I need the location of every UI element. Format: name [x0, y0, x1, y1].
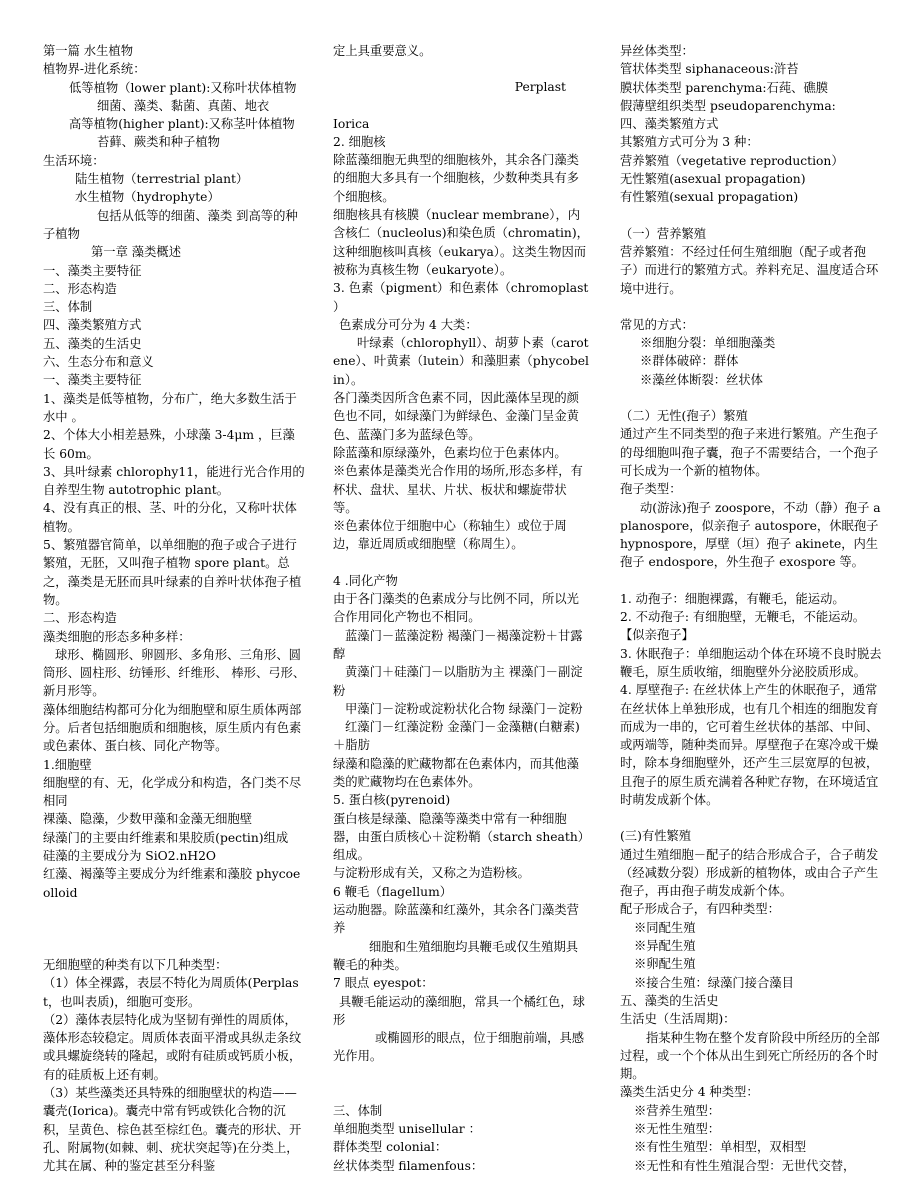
- text-line: 配子形成合子，有四种类型：: [620, 902, 780, 917]
- spacer: [620, 389, 884, 407]
- text-line: ※细胞分裂：单细胞藻类: [640, 336, 776, 351]
- text-line: 包括从低等的细菌、藻类 到高等的种子植物: [43, 208, 298, 241]
- text-line: 3. 色素（pigment）和色素体（chromoplast ）: [333, 281, 589, 314]
- text-line: 五、藻类的生活史: [43, 336, 142, 351]
- text-line: ※卵配生殖: [634, 957, 696, 972]
- text-line: 或椭圆形的眼点，位于细胞前端，具感光作用。: [333, 1031, 585, 1064]
- text-line: （一）营养繁殖: [620, 226, 707, 241]
- text-line: ※同配生殖: [634, 920, 696, 935]
- text-line: 1、藻类是低等植物，分布广，绝大多数生活于水中 。: [43, 391, 297, 424]
- text-line: 2. 不动孢子: 有细胞壁，无鞭毛，不能运动。: [620, 610, 866, 625]
- spacer: [620, 809, 884, 827]
- text-line: 蛋白核是绿藻、隐藻等藻类中常有一种细胞器，由蛋白质核心＋淀粉鞘（starch sheath）组成。: [333, 811, 584, 863]
- text-line: ※藻丝体断裂：丝状体: [640, 372, 763, 387]
- spacer: [333, 1066, 590, 1102]
- text-line: 低等植物（lower plant):又称叶状体植物: [69, 80, 297, 95]
- text-line: 孢子类型：: [620, 482, 682, 497]
- text-line: 营养繁殖（vegetative reproduction）: [620, 153, 844, 168]
- text-line: 与淀粉形成有关，又称之为造粉核。: [333, 866, 530, 881]
- text-line: 丝状体类型 filamenfous：: [333, 1158, 484, 1173]
- text-line: 硅藻的主要成分为 SiO2.nH2O: [43, 849, 217, 864]
- text-line: 1.细胞壁: [43, 757, 92, 772]
- text-line: 一、藻类主要特征: [43, 373, 142, 388]
- text-line: 藻体细胞结构都可分化为细胞壁和原生质体两部分。后者包括细胞质和细胞核，原生质内有色素或色素体、蛋白核、同化产物等。: [43, 702, 302, 754]
- text-line: （二）无性(孢子）繁殖: [620, 409, 748, 424]
- text-column-left: [43, 42, 306, 1176]
- text-line: ※无性和有性生殖混合型：无世代交替，: [634, 1158, 856, 1173]
- text-line: 假薄壁组织类型 pseudoparenchyma:: [620, 98, 836, 113]
- spacer: [333, 97, 590, 115]
- text-line: 甲藻门－淀粉或淀粉状化合物 绿藻门－淀粉: [345, 701, 583, 716]
- text-line: 营养繁殖：不经过任何生殖细胞（配子或者孢子）而进行的繁殖方式。养料充足、温度适合环境中进行。: [620, 244, 879, 296]
- text-line: 定上具重要意义。: [333, 44, 432, 58]
- spacer: [333, 554, 590, 572]
- text-line: 二、形态构造: [43, 281, 117, 296]
- text-line: 5. 蛋白核(pyrenoid): [333, 793, 451, 808]
- text-line: 第一章 藻类概述: [91, 245, 181, 260]
- text-column-middle: [333, 42, 590, 1175]
- text-line: 生活史（生活周期)：: [620, 1012, 736, 1027]
- text-line: 3. 休眠孢子：单细胞运动个体在环境不良时脱去鞭毛，原生质收缩，细胞壁外分泌胶质形成。: [620, 646, 882, 679]
- text-line: 通过生殖细胞－配子的结合形成合子，合子萌发（经减数分裂）形成新的植物体，或由合子产生孢子，再由孢子萌发成新个体。: [620, 847, 879, 899]
- text-line: 常见的方式：: [620, 317, 694, 332]
- text-line: 色素成分可分为 4 大类：: [339, 317, 478, 332]
- text-line: 植物界-进化系统：: [43, 62, 146, 77]
- text-line: ※有性生殖型：单相型，双相型: [634, 1140, 807, 1155]
- text-line: 四、藻类繁殖方式: [620, 117, 719, 132]
- spacer: [333, 60, 590, 78]
- spacer: [43, 902, 306, 956]
- text-line: 一、藻类主要特征: [43, 263, 142, 278]
- text-line: ※色素体位于细胞中心（称轴生）或位于周边，靠近周质或细胞壁（称周生）。: [333, 519, 567, 552]
- text-line: 水生植物（hydrophyte）: [75, 190, 220, 205]
- text-line: 黄藻门＋硅藻门－以脂肪为主 裸藻门－副淀粉: [333, 665, 583, 698]
- text-line: ※异配生殖: [634, 939, 696, 954]
- text-line: 无性繁殖(asexual propagation): [620, 172, 806, 187]
- spacer: [620, 207, 884, 225]
- text-line: 除蓝藻和原绿藻外，色素均位于色素体内。: [333, 445, 567, 460]
- text-line: 具鞭毛能运动的藻细胞，常具一个橘红色，球形: [333, 994, 585, 1027]
- text-line: 球形、椭圆形、卵圆形、多角形、三角形、圆筒形、圆柱形、纺锤形、纤维形、 棒形、弓形、新月形等。: [43, 647, 306, 699]
- text-line: 通过产生不同类型的孢子来进行繁殖。产生孢子的母细胞叫孢子囊，孢子不需要结合，一个孢子可长成为一个新的植物体。: [620, 427, 879, 478]
- text-line: 陆生植物（terrestrial plant）: [75, 172, 249, 187]
- text-line: 无细胞壁的种类有以下几种类型：: [43, 957, 228, 972]
- text-line: 单细胞类型 unisellular ：: [333, 1122, 481, 1137]
- text-line: ※群体破碎：群体: [640, 354, 739, 369]
- text-line: 1. 动孢子：细胞裸露，有鞭毛，能运动。: [620, 591, 845, 606]
- text-line: 高等植物(higher plant):又称茎叶体植物: [69, 117, 295, 132]
- text-line: 二、形态构造: [43, 611, 117, 626]
- spacer: [620, 572, 884, 590]
- text-line: 四、藻类繁殖方式: [43, 318, 142, 333]
- text-line: 细胞和生殖细胞均具鞭毛或仅生殖期具鞭毛的种类。: [333, 939, 579, 972]
- text-line: 管状体类型 siphanaceous:浒苔: [620, 62, 799, 77]
- text-line: (三)有性繁殖: [620, 829, 692, 844]
- text-line: 4 .同化产物: [333, 573, 398, 588]
- text-line: 膜状体类型 parenchyma:石莼、礁膜: [620, 80, 829, 95]
- text-line: 三、体制: [333, 1103, 383, 1118]
- text-line: 群体类型 colonial：: [333, 1140, 448, 1155]
- text-line: 由于各门藻类的色素成分与比例不同，所以光合作用同化产物也不相同。: [333, 592, 579, 625]
- text-line: 第一篇 水生植物: [43, 44, 133, 58]
- text-line: 异丝体类型：: [620, 44, 694, 58]
- text-line: 【似亲孢子】: [620, 628, 694, 643]
- text-line: Perplast: [514, 80, 566, 95]
- text-line: 蓝藻门－蓝藻淀粉 褐藻门－褐藻淀粉＋甘露醇: [333, 628, 583, 661]
- text-line: ※色素体是藻类光合作用的场所,形态多样，有杯状、盘状、星状、片状、板状和螺旋带状等。: [333, 464, 583, 515]
- text-line: 三、体制: [43, 300, 93, 315]
- text-line: 裸藻、隐藻，少数甲藻和金藻无细胞壁: [43, 812, 253, 827]
- text-line: 5、繁殖器官简单，以单细胞的孢子或合子进行繁殖，无胚，又叫孢子植物 spore plant。总之，藻类是无胚而具叶绿素的自养叶状体孢子植物。: [43, 538, 302, 607]
- text-line: 动(游泳)孢子 zoospore，不动（静）孢子 aplanospore，似亲孢子 autospore，休眠孢子 hypnospore，厚壁（垣）孢子 akinete，内生孢子 endospore，外生孢子 exospore 等。: [620, 500, 881, 570]
- text-line: 生活环境：: [43, 153, 105, 168]
- text-line: 3、具叶绿素 chlorophy11，能进行光合作用的自养型生物 autotrophic plant。: [43, 464, 305, 498]
- text-line: （3）某些藻类还具特殊的细胞壁状的构造——囊壳(Iorica)。囊壳中常有钙或铁化合物的沉积，呈黄色、棕色甚至棕红色。囊壳的形状、开孔、附属物(如棘、刺、疣状突起等)在分类上，尤其在属、种的鉴定甚至分科鉴: [43, 1086, 302, 1174]
- spacer: [620, 298, 884, 316]
- text-line: Iorica: [333, 116, 370, 131]
- text-line: 6 鞭毛（flagellum）: [333, 884, 453, 899]
- text-line: 细胞壁的有、无，化学成分和构造，各门类不尽相同: [43, 775, 302, 809]
- text-line: 7 眼点 eyespot：: [333, 976, 434, 991]
- text-line: 红藻门－红藻淀粉 金藻门－金藻糖(白糖素)＋脂肪: [333, 720, 580, 753]
- text-line: ※接合生殖：绿藻门接合藻目: [634, 975, 794, 990]
- text-line: 苔藓、蕨类和种子植物: [97, 135, 220, 150]
- text-line: ※无性生殖型：: [634, 1122, 721, 1137]
- text-line: 藻类细胞的形态多种多样：: [43, 629, 191, 644]
- text-line: 绿藻和隐藻的贮藏物都在色素体内，而其他藻类的贮藏物均在色素体外。: [333, 756, 579, 789]
- text-line: 2、个体大小相差悬殊，小球藻 3-4μm ，巨藻长 60m。: [43, 428, 295, 461]
- text-line: （1）体全裸露，表层不特化为周质体(Perplast，也叫表质)，细胞可变形。: [43, 976, 299, 1009]
- text-line: 细胞核具有核膜（nuclear membrane），内含核仁（nucleolus)和染色质（chromatin)，这种细胞核叫真核（eukarya）。这类生物因而被称为真核生物（eukaryote）。: [333, 208, 589, 277]
- text-line: 细菌、藻类、黏菌、真菌、地衣: [97, 98, 270, 113]
- text-line: ※营养生殖型：: [634, 1103, 721, 1118]
- text-line: 除蓝藻细胞无典型的细胞核外，其余各门藻类的细胞大多具有一个细胞核，少数种类具有多个细胞核。: [333, 153, 579, 204]
- text-line: 绿藻门的主要由纤维素和果胶质(pectin)组成: [43, 830, 289, 845]
- text-line: 指某种生物在整个发育阶段中所经历的全部过程，或一个个体从出生到死亡所经历的各个时期。: [620, 1030, 880, 1082]
- text-line: 有性繁殖(sexual propagation): [620, 190, 799, 205]
- text-line: 运动胞器。除蓝藻和红藻外，其余各门藻类营养: [333, 903, 579, 936]
- text-line: 各门藻类因所含色素不同，因此藻体呈现的颜色也不同，如绿藻门为鲜绿色、金藻门呈金黄色、蓝藻门多为蓝绿色等。: [333, 391, 579, 442]
- text-line: 4. 厚壁孢子: 在丝状体上产生的休眠孢子，通常在丝状体上单独形成，也有几个相连的细胞发育而成为一串的，它可着生丝状体的基部、中间、或两端等，随种类而异。厚壁孢子在寒冷或干燥时，除本身细胞壁外，还产生三层宽厚的包被，且孢子的原生质充满着各种贮存物，在环境适宜时萌发成新个体。: [620, 683, 879, 807]
- text-line: 2. 细胞核: [333, 134, 386, 149]
- text-line: 红藻、褐藻等主要成分为纤维素和藻胶 phycoeolloid: [43, 867, 301, 900]
- text-column-right: [620, 42, 884, 1175]
- text-line: （2）藻体表层特化成为坚韧有弹性的周质体，藻体形态较稳定。周质体表面平滑或具纵走条纹或具螺旋绕转的隆起，或附有硅质或钙质小板，有的硅质板上还有刺。: [43, 1012, 302, 1082]
- text-line: 六、生态分布和意义: [43, 355, 154, 370]
- text-line: 五、藻类的生活史: [620, 993, 719, 1008]
- text-line: 其繁殖方式可分为 3 种：: [620, 135, 759, 150]
- text-line: 叶绿素（chlorophyll）、胡萝卜素（carotene）、叶黄素（lutein）和藻胆素（phycobelin）。: [333, 336, 589, 387]
- text-line: 藻类生活史分 4 种类型：: [620, 1085, 759, 1100]
- text-line: 4、没有真正的根、茎、叶的分化，又称叶状体植物。: [43, 501, 297, 534]
